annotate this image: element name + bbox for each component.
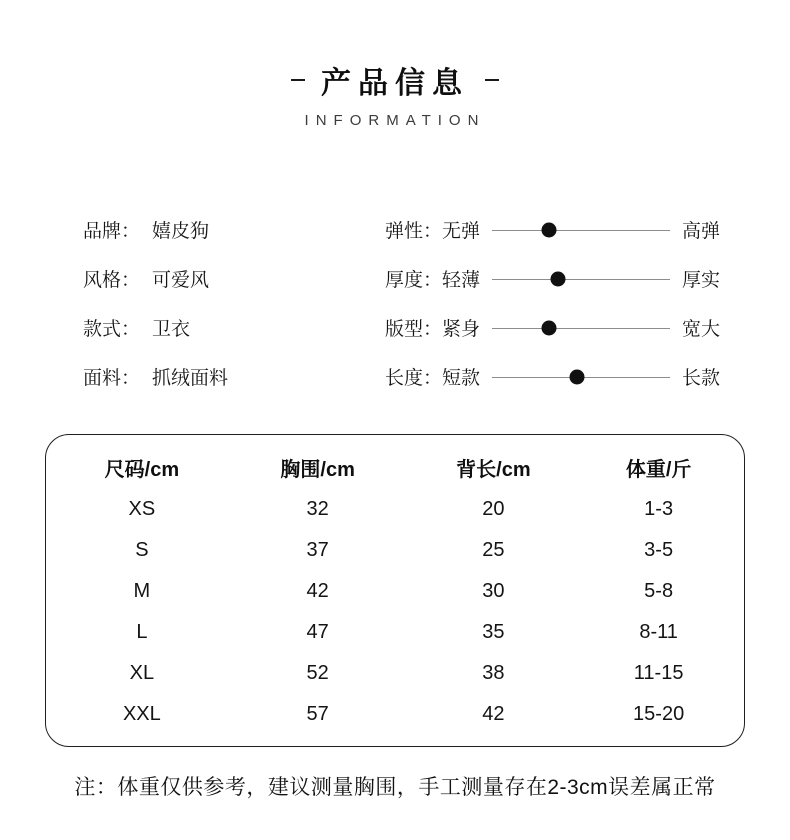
title-right-dash <box>485 79 499 81</box>
table-cell: 1-3 <box>644 498 674 520</box>
attribute-label: 面料： <box>83 368 141 389</box>
header <box>0 0 790 129</box>
slider-dot <box>550 271 565 286</box>
size-table-header-size: 尺码/cm <box>104 459 180 481</box>
size-table-header-weight: 体重/斤 <box>625 459 692 481</box>
table-cell: 32 <box>306 498 329 520</box>
table-row-m <box>54 571 736 612</box>
slider-left-endpoint: 紧身 <box>441 319 480 340</box>
attribute-label: 品牌： <box>83 221 141 242</box>
size-table-header-backlength: 背长/cm <box>456 459 531 481</box>
table-cell: 38 <box>482 662 505 684</box>
table-cell: 47 <box>306 621 329 643</box>
table-cell: 52 <box>306 662 329 684</box>
slider-label: 版型： <box>384 319 442 340</box>
slider-thickness <box>385 265 720 292</box>
slider-track <box>492 271 670 287</box>
slider-track <box>492 222 670 238</box>
size-table-header-chest: 胸围/cm <box>280 459 355 481</box>
table-row-xs <box>54 489 736 530</box>
table-cell: XS <box>128 498 156 520</box>
slider-length <box>385 363 720 390</box>
table-cell: 42 <box>482 703 505 725</box>
table-cell: S <box>135 539 149 561</box>
table-cell: XL <box>129 662 155 684</box>
slider-label: 长度： <box>384 368 442 389</box>
slider-label: 厚度： <box>384 270 442 291</box>
table-cell: 15-20 <box>633 703 685 725</box>
slider-right-endpoint: 高弹 <box>681 221 720 242</box>
table-row-xl <box>54 653 736 694</box>
page-title: 产品信息 <box>321 67 469 100</box>
slider-track <box>492 320 670 336</box>
attribute-label: 风格： <box>83 270 141 291</box>
table-cell: 3-5 <box>644 539 674 561</box>
attribute-fabric <box>83 363 385 390</box>
table-cell: M <box>133 580 151 602</box>
slider-right-endpoint: 长款 <box>681 368 720 389</box>
table-row-xxl <box>54 694 736 735</box>
slider-label: 弹性： <box>384 221 442 242</box>
size-table-header-row <box>54 446 736 489</box>
size-chart-box <box>45 434 745 747</box>
attribute-brand <box>83 216 385 243</box>
attribute-type <box>83 314 385 341</box>
slider-dot <box>570 369 585 384</box>
title-row <box>0 58 790 102</box>
table-cell: XXL <box>122 703 161 725</box>
table-cell: 37 <box>306 539 329 561</box>
attribute-value: 嬉皮狗 <box>152 221 210 242</box>
slider-left-endpoint: 轻薄 <box>441 270 480 291</box>
table-cell: 5-8 <box>644 580 674 602</box>
table-cell: 8-11 <box>639 621 678 643</box>
info-row-type-fit <box>83 303 720 352</box>
table-cell: 25 <box>482 539 505 561</box>
table-cell: 42 <box>306 580 329 602</box>
slider-dot <box>541 222 556 237</box>
slider-left-endpoint: 无弹 <box>441 221 480 242</box>
attributes-section <box>0 205 790 401</box>
slider-left-endpoint: 短款 <box>441 368 480 389</box>
table-cell: 30 <box>482 580 505 602</box>
table-cell: 35 <box>482 621 505 643</box>
table-row-s <box>54 530 736 571</box>
slider-right-endpoint: 厚实 <box>681 270 720 291</box>
table-row-l <box>54 612 736 653</box>
page-subtitle: INFORMATION <box>304 112 486 129</box>
table-cell: 20 <box>482 498 505 520</box>
measurement-note: 注：体重仅供参考，建议测量胸围，手工测量存在2-3cm误差属正常 <box>74 776 716 799</box>
attribute-value: 卫衣 <box>152 319 191 340</box>
slider-dot <box>541 320 556 335</box>
info-row-style-thickness <box>83 254 720 303</box>
slider-right-endpoint: 宽大 <box>681 319 720 340</box>
attribute-style <box>83 265 385 292</box>
table-cell: L <box>136 621 148 643</box>
slider-elasticity <box>385 216 720 243</box>
size-table <box>54 446 736 735</box>
table-cell: 11-15 <box>633 662 684 684</box>
slider-fit <box>385 314 720 341</box>
title-left-dash <box>291 79 305 81</box>
attribute-label: 款式： <box>83 319 141 340</box>
table-cell: 57 <box>306 703 329 725</box>
slider-track <box>492 369 670 385</box>
info-row-brand-elasticity <box>83 205 720 254</box>
attribute-value: 可爱风 <box>152 270 210 291</box>
info-row-fabric-length <box>83 352 720 401</box>
attribute-value: 抓绒面料 <box>152 368 229 389</box>
